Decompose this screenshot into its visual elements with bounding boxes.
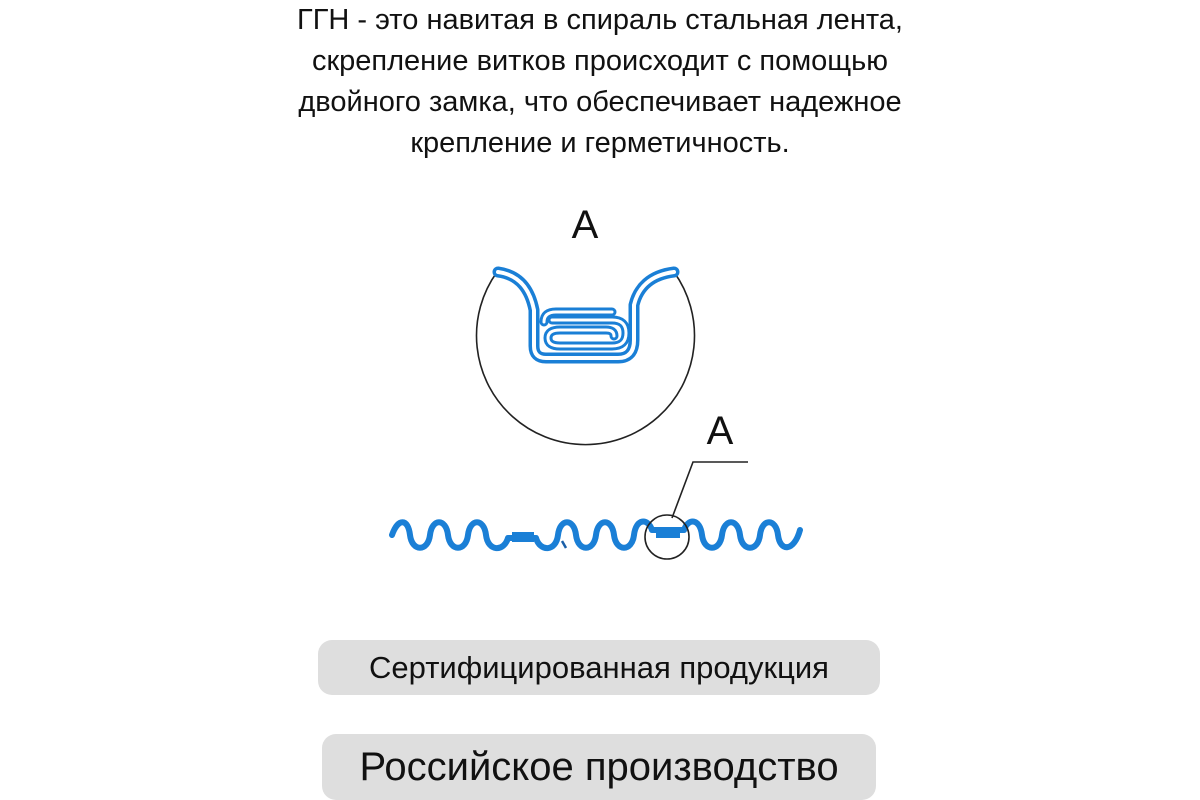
double-lock-detail [498,272,674,358]
description-line: крепление и герметичность. [410,127,790,159]
description-line: ГГН - это навитая в спираль стальная лента, [297,4,903,36]
detail-label-top: А [571,203,599,247]
detail-label-callout: А [706,409,734,453]
lock-joint [512,532,534,542]
tape-tick [562,541,566,548]
description-line: двойного замка, что обеспечивает надежное [298,86,902,118]
lock-joint [656,528,680,538]
leader-line [672,462,748,518]
certified-product-badge: Сертифицированная продукция [318,640,880,695]
russian-made-badge: Российское производство [322,734,876,800]
spiral-tape [392,522,800,549]
description-line: скрепление витков происходит с помощью [311,45,889,77]
